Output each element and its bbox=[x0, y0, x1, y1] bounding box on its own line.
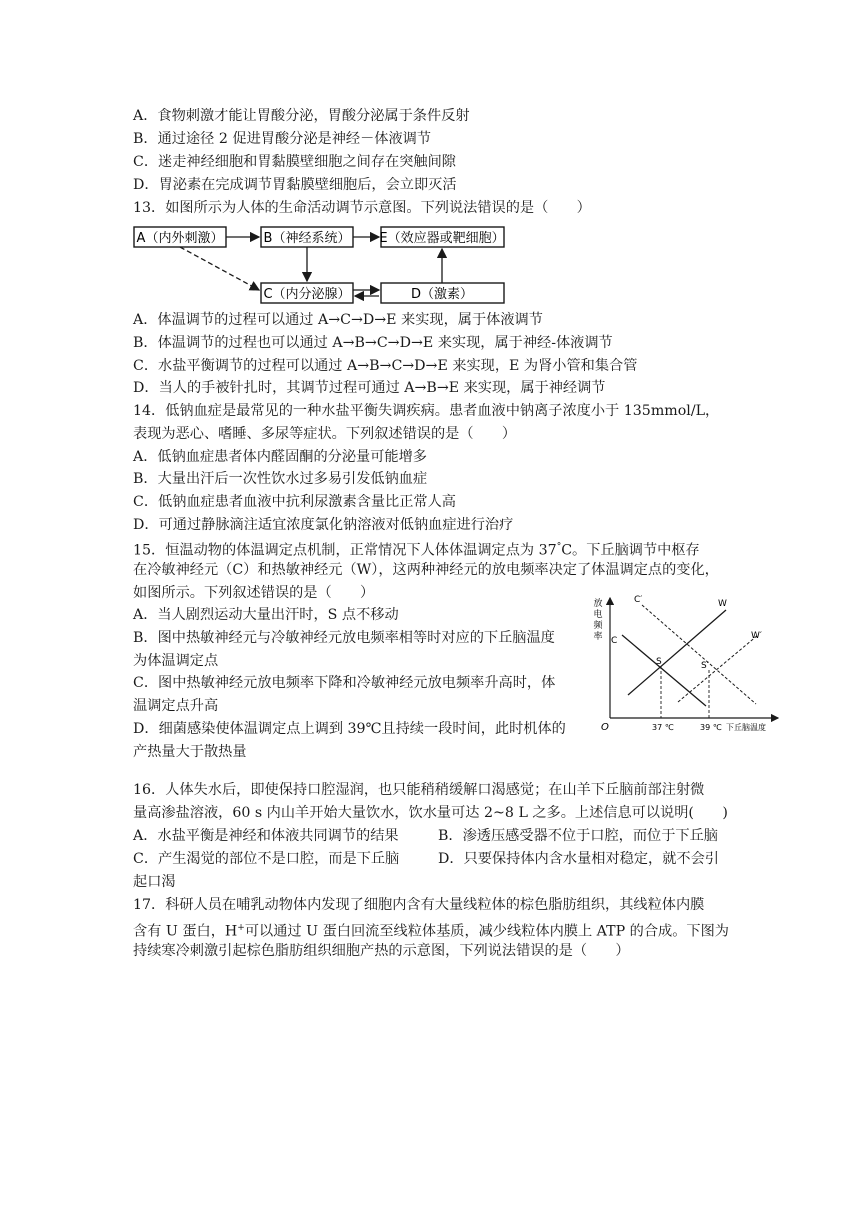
label-c: C bbox=[611, 636, 618, 646]
q16-option-d: D．只要保持体内含水量相对稳定，就不会引 bbox=[438, 851, 719, 867]
q13-option-c: C．水盐平衡调节的过程可以通过 A→B→C→D→E 来实现，E 为肾小管和集合管 bbox=[133, 358, 638, 374]
q15-option-b-cont: 为体温调定点 bbox=[133, 653, 219, 669]
box-b-nervous-system bbox=[261, 227, 353, 247]
arrow-a-to-c-dashed bbox=[180, 247, 259, 290]
box-a-stimulus bbox=[134, 227, 226, 247]
q17-stem-line2-text: 含有 U 蛋白，H bbox=[133, 923, 238, 940]
q13-stem: 13．如图所示为人体的生命活动调节示意图。下列说法错误的是（ ） bbox=[133, 200, 591, 216]
box-a-label: A（内外刺激） bbox=[136, 231, 224, 246]
q13-option-a: A．体温调节的过程可以通过 A→C→D→E 来实现，属于体液调节 bbox=[133, 312, 543, 328]
ylabel-char-2: 电 bbox=[593, 610, 603, 620]
q15-option-c: C．图中热敏神经元放电频率下降和冷敏神经元放电频率升高时，体 bbox=[133, 675, 556, 691]
q15-stem-line3: 如图所示。下列叙述错误的是（ ） bbox=[133, 585, 375, 601]
q12-option-c: C．迷走神经细胞和胃黏膜壁细胞之间存在突触间隙 bbox=[133, 154, 456, 170]
q14-stem-line1: 14．低钠血症是最常见的一种水盐平衡失调疾病。患者血液中钠离子浓度小于 135mmol/L， bbox=[133, 403, 720, 419]
q17-stem-line2-tail: 可以通过 U 蛋白回流至线粒体基质，减少线粒体内膜上 ATP 的合成。下图为 bbox=[244, 923, 729, 940]
q15-option-b: B．图中热敏神经元与冷敏神经元放电频率相等时对应的下丘脑温度 bbox=[133, 630, 555, 646]
label-s: S bbox=[656, 657, 662, 667]
q15-option-c-cont: 温调定点升高 bbox=[133, 698, 219, 714]
q14-option-b: B．大量出汗后一次性饮水过多易引发低钠血症 bbox=[133, 471, 428, 487]
q17-stem-line2 bbox=[133, 918, 729, 942]
q15-setpoint-graph bbox=[588, 590, 784, 738]
q17-stem-line3: 持续寒冷刺激引起棕色脂肪组织细胞产热的示意图，下列说法错误的是（ ） bbox=[133, 943, 630, 959]
q15-option-d-cont: 产热量大于散热量 bbox=[133, 744, 247, 760]
q12-option-b: B．通过途径 2 促进胃酸分泌是神经－体液调节 bbox=[133, 131, 432, 147]
ylabel-char-4: 率 bbox=[593, 632, 603, 642]
q14-option-a: A．低钠血症患者体内醛固酮的分泌量可能增多 bbox=[133, 449, 427, 465]
tick-37: 37 ℃ bbox=[652, 723, 674, 732]
q16-option-b: B．渗透压感受器不位于口腔，而位于下丘脑 bbox=[438, 828, 718, 844]
q16-stem-line2: 量高渗盐溶液，60 s 内山羊开始大量饮水，饮水量可达 2~8 L 之多。上述信息可以说明( ) bbox=[133, 805, 728, 821]
label-c-prime: C′ bbox=[634, 595, 643, 605]
q15-stem-line1 bbox=[133, 537, 700, 561]
box-b-label: B（神经系统） bbox=[263, 231, 351, 246]
ylabel-char-3: 频 bbox=[593, 621, 603, 631]
q16-stem-line1: 16．人体失水后，即使保持口腔湿润，也只能稍稍缓解口渴感觉；在山羊下丘脑前部注射微 bbox=[133, 782, 705, 798]
curve-c bbox=[622, 635, 706, 706]
q14-option-d: D．可通过静脉滴注适宜浓度氯化钠溶液对低钠血症进行治疗 bbox=[133, 517, 514, 533]
box-e-effector bbox=[379, 227, 504, 247]
box-c-endocrine-gland bbox=[261, 283, 353, 303]
q16-option-d-cont: 起口渴 bbox=[133, 874, 176, 890]
q14-option-c: C．低钠血症患者血液中抗利尿激素含量比正常人高 bbox=[133, 494, 456, 510]
box-d-hormone bbox=[381, 283, 504, 303]
q15-option-a: A．当人剧烈运动大量出汗时，S 点不移动 bbox=[133, 607, 399, 623]
q16-option-a: A．水盐平衡是神经和体液共同调节的结果 bbox=[133, 828, 399, 844]
label-s-prime: S′ bbox=[701, 661, 709, 671]
q16-option-c: C．产生渴觉的部位不是口腔，而是下丘脑 bbox=[133, 851, 400, 867]
q14-stem-line2: 表现为恶心、嗜睡、多尿等症状。下列叙述错误的是（ ） bbox=[133, 426, 517, 442]
q12-option-a: A．食物刺激才能让胃酸分泌，胃酸分泌属于条件反射 bbox=[133, 108, 470, 124]
q17-stem-line1: 17．科研人员在哺乳动物体内发现了细胞内含有大量线粒体的棕色脂肪组织，其线粒体内膜 bbox=[133, 897, 705, 913]
q15-stem-line2: 在冷敏神经元（C）和热敏神经元（W），这两种神经元的放电频率决定了体温调定点的变化， bbox=[133, 562, 719, 578]
ylabel-char-1: 放 bbox=[593, 599, 603, 609]
box-d-label: D（激素） bbox=[410, 287, 474, 302]
origin-label: O bbox=[601, 722, 609, 733]
label-w: W bbox=[718, 599, 727, 609]
q13-option-b: B．体温调节的过程也可以通过 A→B→C→D→E 来实现，属于神经-体液调节 bbox=[133, 335, 613, 351]
q15-option-d: D．细菌感染使体温调定点上调到 39℃且持续一段时间，此时机体的 bbox=[133, 721, 566, 737]
q12-option-d: D．胃泌素在完成调节胃黏膜壁细胞后，会立即灭活 bbox=[133, 177, 457, 193]
degree-superscript: ° bbox=[556, 542, 562, 552]
q15-stem-line1-tail: C。下丘脑调节中枢存 bbox=[561, 542, 700, 559]
curve-c-prime bbox=[642, 605, 756, 704]
xlabel: 下丘脑温度 bbox=[726, 723, 766, 732]
q15-stem-line1-text: 15．恒温动物的体温调定点机制，正常情况下人体体温调定点为 37 bbox=[133, 542, 557, 559]
label-w-prime: W′ bbox=[751, 631, 762, 641]
box-e-label: E（效应器或靶细胞） bbox=[379, 231, 505, 246]
q13-regulation-diagram bbox=[128, 222, 518, 304]
q13-option-d: D．当人的手被针扎时，其调节过程可通过 A→B→E 来实现，属于神经调节 bbox=[133, 380, 606, 396]
tick-39: 39 ℃ bbox=[700, 723, 722, 732]
box-c-label: C（内分泌腺） bbox=[263, 287, 351, 302]
h-plus-superscript: + bbox=[237, 923, 245, 933]
curve-w-prime bbox=[678, 635, 758, 702]
